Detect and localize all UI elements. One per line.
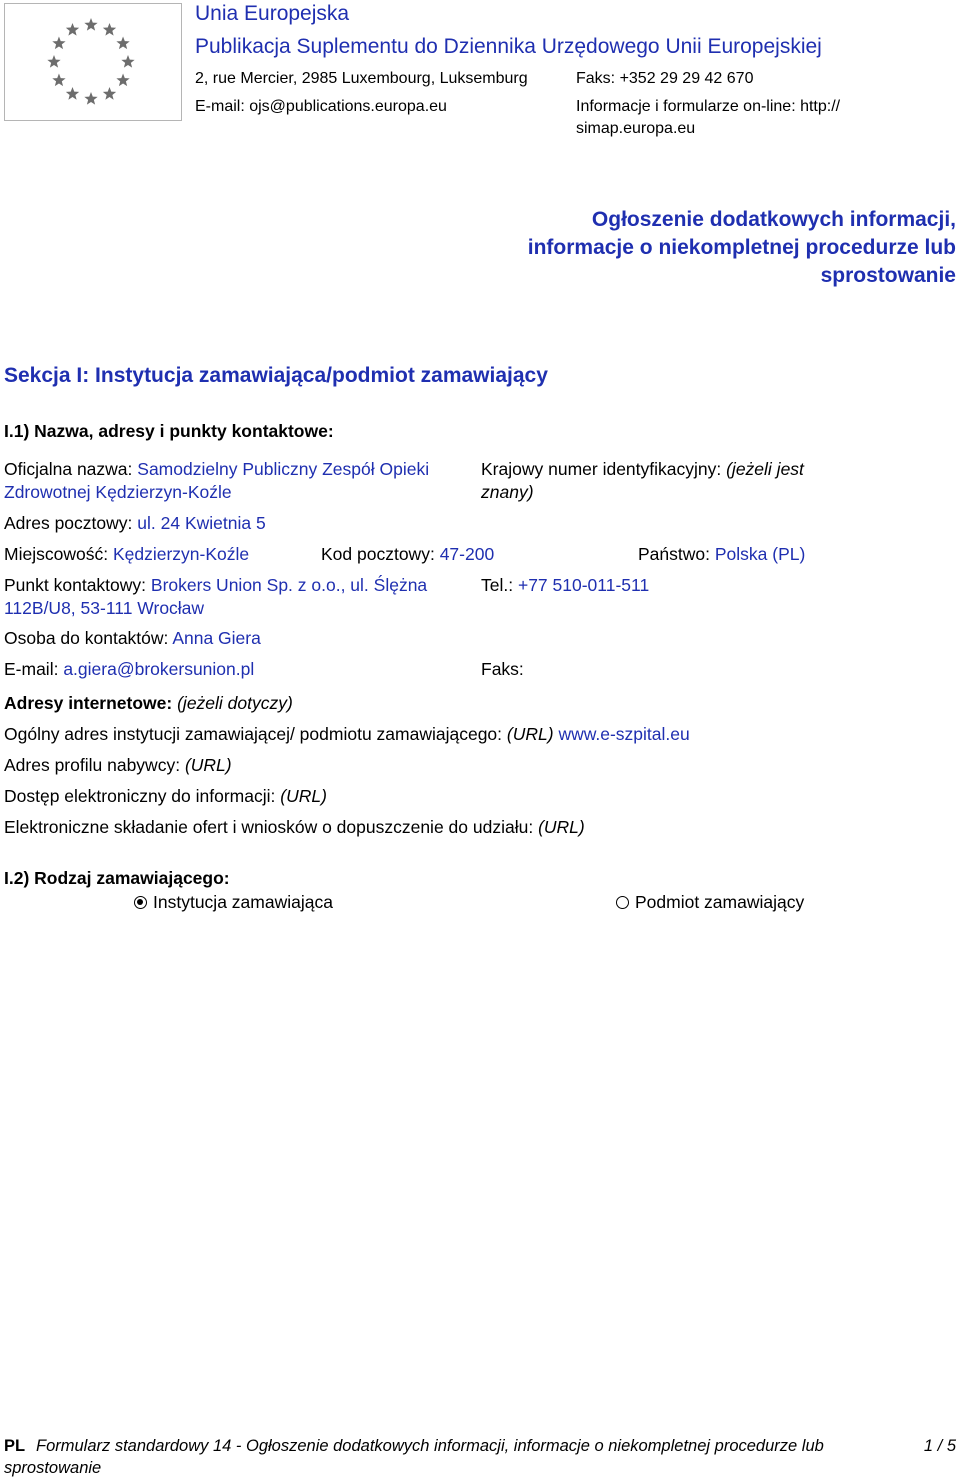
star-icon [52, 74, 65, 87]
footer-form-line1: Formularz standardowy 14 - Ogłoszenie dodatkowych informacji, informacje o niekompletnej procedurze lub [36, 1437, 824, 1455]
star-icon [84, 92, 97, 105]
internet-addresses-note: (jeżeli dotyczy) [177, 693, 293, 713]
electronic-submission-label: Elektroniczne składanie ofert i wniosków o dopuszczenie do udziału: [4, 817, 534, 837]
national-id-row [481, 458, 861, 504]
country-row [638, 543, 805, 566]
section-1-2-heading: I.2) Rodzaj zamawiającego: [4, 868, 230, 888]
postcode-value: 47-200 [439, 544, 495, 564]
contact-point-line2: 112B/U8, 53-111 Wrocław [4, 598, 205, 618]
general-address-note: (URL) [506, 724, 554, 744]
national-id-note-line2: znany) [481, 482, 534, 502]
general-address-row [4, 723, 690, 746]
internet-addresses-row [4, 692, 293, 715]
postal-address-value: ul. 24 Kwietnia 5 [137, 513, 266, 533]
radio-option-label: Podmiot zamawiający [635, 892, 805, 912]
official-name-line2: Zdrowotnej Kędzierzyn-Koźle [4, 482, 232, 502]
buyer-profile-row [4, 754, 232, 777]
internet-addresses-label: Adresy internetowe: [4, 693, 173, 713]
footer-page-number: 1 / 5 [923, 1437, 956, 1455]
star-icon [52, 37, 65, 50]
postcode-label: Kod pocztowy: [321, 544, 435, 564]
buyer-profile-note: (URL) [184, 755, 232, 775]
eu-flag-logo [4, 3, 182, 121]
star-icon [121, 55, 134, 68]
electronic-submission-row [4, 816, 585, 839]
notice-title: Ogłoszenie dodatkowych informacji, informacje o niekompletnej procedurze lub sprostowanie [527, 208, 956, 287]
star-icon [66, 87, 79, 100]
country-value: Polska (PL) [714, 544, 806, 564]
electronic-access-label: Dostęp elektroniczny do informacji: [4, 786, 276, 806]
email-value[interactable]: a.giera@brokersunion.pl [63, 659, 255, 679]
star-icon [103, 87, 116, 100]
organization-name: Unia Europejska [195, 2, 350, 25]
section-title: Sekcja I: Instytucja zamawiająca/podmiot zamawiający [4, 364, 548, 387]
fax-label: Faks: [481, 659, 524, 679]
postcode-row [321, 543, 494, 566]
city-label: Miejscowość: [4, 544, 109, 564]
publisher-fax: Faks: +352 29 29 42 670 [576, 70, 754, 87]
electronic-submission-note: (URL) [538, 817, 585, 837]
section-1-1-heading: I.1) Nazwa, adresy i punkty kontaktowe: [4, 421, 334, 441]
star-icon [84, 18, 97, 31]
radio-option-contracting-authority[interactable] [134, 891, 333, 914]
general-address-link[interactable]: www.e-szpital.eu [558, 724, 690, 744]
contact-person-label: Osoba do kontaktów: [4, 628, 169, 648]
city-value: Kędzierzyn-Koźle [112, 544, 250, 564]
national-id-label: Krajowy numer identyfikacyjny: [481, 459, 722, 479]
radio-empty-icon[interactable] [616, 896, 629, 909]
radio-option-label: Instytucja zamawiająca [153, 892, 333, 912]
star-icon [66, 23, 79, 36]
official-name-label: Oficjalna nazwa: [4, 459, 133, 479]
eu-flag-stars-icon [5, 4, 181, 120]
contact-point-line1: Brokers Union Sp. z o.o., ul. Ślężna [150, 575, 428, 595]
star-icon [116, 74, 129, 87]
contact-person-value: Anna Giera [172, 628, 261, 648]
telephone-value: +77 510-011-511 [517, 575, 650, 595]
email-label: E-mail: [4, 659, 59, 679]
electronic-access-note: (URL) [280, 786, 327, 806]
online-info-link[interactable]: simap.europa.eu [576, 120, 696, 137]
publisher-address: 2, rue Mercier, 2985 Luxembourg, Luksemburg [195, 70, 528, 87]
contact-point-label: Punkt kontaktowy: [4, 575, 147, 595]
star-icon [116, 37, 129, 50]
telephone-label: Tel.: [481, 575, 514, 595]
telephone-row [481, 574, 649, 597]
city-row [4, 543, 249, 566]
official-name-row [4, 458, 482, 504]
official-name-line1: Samodzielny Publiczny Zespół Opieki [137, 459, 430, 479]
contact-person-row [4, 627, 261, 650]
buyer-profile-label: Adres profilu nabywcy: [4, 755, 181, 775]
publisher-email: E-mail: ojs@publications.europa.eu [195, 98, 447, 115]
radio-selected-icon[interactable] [134, 896, 147, 909]
footer-form-line2: sprostowanie [4, 1459, 102, 1477]
postal-address-label: Adres pocztowy: [4, 513, 133, 533]
contact-point-row [4, 574, 482, 620]
star-icon [47, 55, 60, 68]
publication-name: Publikacja Suplementu do Dziennika Urzędowego Unii Europejskiej [195, 35, 822, 58]
postal-address-row [4, 512, 266, 535]
general-address-label: Ogólny adres instytucji zamawiającej/ podmiotu zamawiającego: [4, 724, 503, 744]
country-label: Państwo: [638, 544, 710, 564]
footer-language: PL [4, 1437, 26, 1455]
online-info-line1: Informacje i formularze on-line: http:// [576, 98, 841, 115]
email-row [4, 658, 254, 681]
star-icon [103, 23, 116, 36]
radio-option-contracting-entity[interactable] [616, 891, 804, 914]
electronic-access-row [4, 785, 327, 808]
national-id-note-line1: (jeżeli jest [726, 459, 804, 479]
